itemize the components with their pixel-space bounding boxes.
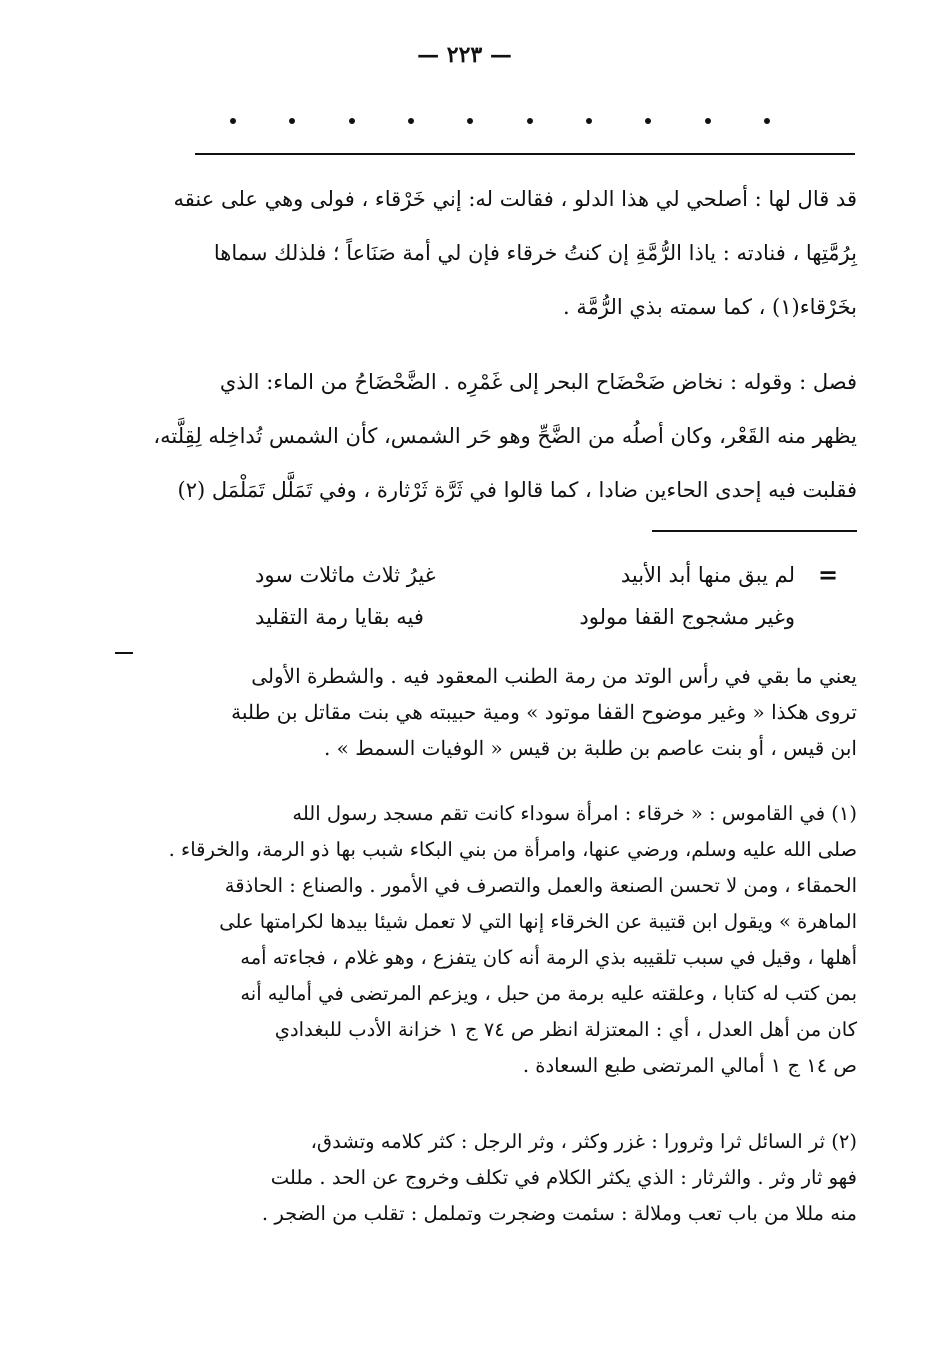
verse-second-hemistich: غيرُ ثلاث ماثلات سود	[255, 563, 436, 587]
text-line: تروى هكذا « وغير موضوح القفا موتود » ومية حبيبته هي بنت مقاتل بن طلبة	[231, 700, 857, 724]
divider-dot	[764, 118, 770, 124]
text-line: بخَرْقاء(١) ، كما سمته بذي الرُّمَّة .	[563, 295, 857, 319]
footnote-2	[192, 1124, 857, 1232]
text-line: ص ١٤ ج ١ أمالي المرتضى طبع السعادة .	[522, 1054, 857, 1077]
verse-line	[255, 563, 795, 587]
divider-dot	[705, 118, 711, 124]
divider-dot	[586, 118, 592, 124]
page-number: — ٢٢٣ —	[417, 42, 512, 68]
ornamental-dot-divider	[230, 118, 770, 124]
divider-dot	[230, 118, 236, 124]
continuation-marker: =	[818, 560, 839, 589]
text-line: قد قال لها : أصلحي لي هذا الدلو ، فقالت له: إني خَرْقاء ، فولى وهي على عنقه	[173, 187, 857, 211]
body-paragraph-2	[153, 355, 857, 517]
text-line: فقلبت فيه إحدى الحاءين ضادا ، كما قالوا في ثَرَّة ثَرْثارة ، وفي تَمَلَّل تَمَلْمَل (٢)	[177, 478, 857, 502]
verse-commentary	[192, 658, 857, 766]
text-line: الماهرة » ويقول ابن قتيبة عن الخرقاء إنها التي لا تعمل شيئا بيدها لكرامتها على	[219, 910, 857, 933]
verse-line	[255, 605, 795, 629]
text-line: صلى الله عليه وسلم، ورضي عنها، وامرأة من بني البكاء شبب بها ذو الرمة، والخرقاء .	[168, 838, 857, 861]
text-line: ابن قيس ، أو بنت عاصم بن طلبة بن قيس « الوفيات السمط » .	[323, 736, 857, 760]
divider-dot	[289, 118, 295, 124]
margin-mark	[115, 652, 133, 654]
text-line: بمن كتب له كتابا ، وعلقته عليه برمة من حبل ، ويزعم المرتضى في أماليه أنه	[240, 982, 857, 1005]
divider-dot	[408, 118, 414, 124]
text-line: بِرُمَّتِها ، فنادته : ياذا الرُّمَّةِ إن كنتُ خرقاء فإن لي أمة صَنَاعاً ؛ فلذلك سماها	[213, 241, 857, 265]
footnote-1	[168, 796, 857, 1084]
divider-dot	[645, 118, 651, 124]
text-line: (٢) ثر السائل ثرا وثرورا : غزر وكثر ، وثر الرجل : كثر كلامه وتشدق،	[310, 1130, 857, 1153]
verse-first-hemistich: وغير مشجوج القفا مولود	[579, 605, 795, 629]
divider-dot	[527, 118, 533, 124]
text-line: فهو ثار وثر . والثرثار : الذي يكثر الكلام في تكلف وخروج عن الحد . مللت	[270, 1166, 857, 1189]
header-rule	[195, 153, 855, 155]
divider-dot	[467, 118, 473, 124]
text-line: أهلها ، وقيل في سبب تلقيبه بذي الرمة أنه كان يتفزع ، وهو غلام ، فجاءته أمه	[240, 946, 857, 969]
verse-first-hemistich: لم يبق منها أبد الأبيد	[620, 563, 795, 587]
text-line: يظهر منه القَعْر، وكان أصلُه من الضَّحِّ وهو حَر الشمس، كأن الشمس تُداخِله لِقِلَّته،	[153, 424, 857, 448]
text-line: كان من أهل العدل ، أي : المعتزلة انظر ص ٧٤ ج ١ خزانة الأدب للبغدادي	[274, 1018, 857, 1041]
body-paragraph-1	[173, 172, 857, 334]
text-line: (١) في القاموس : « خرقاء : امرأة سوداء كانت تقم مسجد رسول الله	[292, 802, 857, 825]
divider-dot	[349, 118, 355, 124]
text-line: فصل : وقوله : نخاض ضَحْضَاح البحر إلى غَمْرِه . الضَّحْضَاحُ من الماء: الذي	[219, 370, 857, 394]
text-line: الحمقاء ، ومن لا تحسن الصنعة والعمل والتصرف في الأمور . والصناع : الحاذقة	[224, 874, 857, 897]
text-line: منه مللا من باب تعب وملالة : سئمت وضجرت وتململ : تقلب من الضجر .	[261, 1202, 857, 1225]
verse-second-hemistich: فيه بقايا رمة التقليد	[255, 605, 424, 629]
footnote-separator	[652, 530, 857, 532]
text-line: يعني ما بقي في رأس الوتد من رمة الطنب المعقود فيه . والشطرة الأولى	[251, 664, 857, 688]
